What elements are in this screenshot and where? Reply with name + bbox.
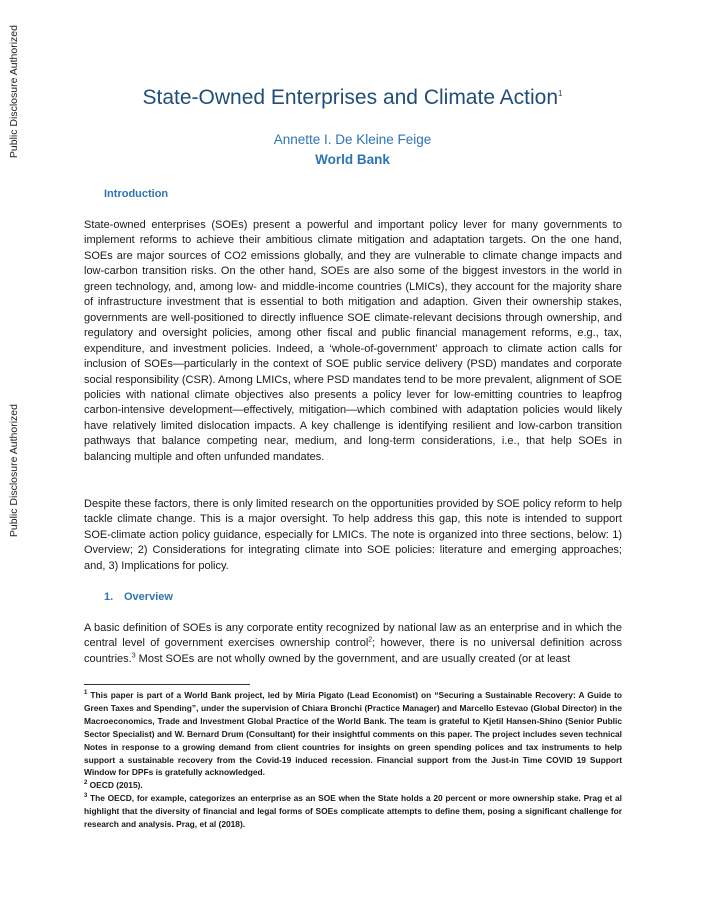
document-title: [0, 86, 705, 110]
disclosure-label-middle: Public Disclosure Authorized: [8, 404, 20, 538]
introduction-paragraph-2: Despite these factors, there is only limited research on the opportunities provided by SOE policy reform to help tackle climate change. This is a major oversight. To help address this gap, this note is intended to support SOE-climate action policy guidance, especially for LMICs. The note is organized into three sections, below: 1) Overview; 2) Considerations for integrating climate into SOE policies: literature and emerging approaches; and, 3) Implications for policy.: [84, 498, 622, 572]
title-text: State-Owned Enterprises and Climate Action: [142, 86, 559, 109]
footnote-marker: 2: [84, 780, 88, 787]
author-name: Annette I. De Kleine Feige: [273, 132, 432, 147]
footnote-3: [84, 792, 622, 831]
footnote-marker: 1: [84, 690, 88, 697]
overview-text-part-1: A basic definition of SOEs is any corporate entity recognized by national law as an enterprise and in which the central level of government exercises ownership control: [84, 622, 622, 650]
footnote-text: The OECD, for example, categorizes an enterprise as an SOE when the State holds a 20 percent or more ownership stake. Prag et al highlight that the diversity of financial and legal forms of SOEs complicate attempts to define them, posing a significant challenge for research and analysis. Prag, et al (2018).: [84, 793, 622, 830]
introduction-heading: Introduction: [104, 188, 169, 200]
overview-paragraph: [84, 621, 622, 667]
footnote-2: [84, 779, 622, 792]
overview-text-part-2: ; however, there is no universal definition across countries.: [84, 637, 622, 665]
disclosure-label-top: Public Disclosure Authorized: [8, 25, 20, 159]
footnotes: [84, 689, 622, 831]
overview-heading: [104, 591, 173, 603]
footnote-separator: [84, 684, 250, 685]
overview-text-part-3: Most SOEs are not wholly owned by the government, and are usually created (or at least: [135, 652, 571, 665]
footnote-text: OECD (2015).: [87, 780, 143, 791]
overview-section-number: 1.: [104, 591, 114, 603]
organization-name: World Bank: [315, 152, 390, 167]
overview-heading-text: Overview: [124, 591, 173, 603]
footnote-ref-3[interactable]: 3: [131, 652, 136, 660]
footnote-ref-2[interactable]: 2: [368, 636, 373, 644]
title-footnote-marker[interactable]: 1: [558, 89, 563, 98]
footnote-text: This paper is part of a World Bank project, led by Miria Pigato (Lead Economist) on “Securing a Sustainable Recovery: A Guide to Green Taxes and Spending”, under the supervision of Chiara Bronchi (Practice Manager) and Marcello Estevao (Global Director) in the Macroeconomics, Trade and Investment Global Practice of the World Bank. The team is grateful to Kjetil Hansen-Shino (Senior Public Sector Specialist) and W. Bernard Drum (Consultant) for their insightful comments on this paper. The project includes seven technical Notes in response to a growing demand from client countries for insights on green spending polices and tax instruments to help support a sustainable recovery from the Covid-19 induced recession. Financial support from the Just-in Time COVID 19 Support Window for DPFs is gratefully acknowledged.: [84, 690, 622, 778]
footnote-1: [84, 689, 622, 779]
footnote-marker: 3: [84, 793, 88, 800]
introduction-paragraph-1: State-owned enterprises (SOEs) present a powerful and important policy lever for many governments to implement reforms to achieve their ambitious climate mitigation and adaptation targets. On the one hand, SOEs are major sources of CO2 emissions globally, and they are vulnerable to climate change impacts and low-carbon transition risks. On the other hand, SOEs are also some of the biggest investors in the world in green technology, and, among low- and middle-income countries (LMICs), they account for the majority share of infrastructure investment that is essential to both mitigation and adaption. Given their ownership stakes, governments are well-positioned to directly influence SOE climate-relevant decisions through ownership, and regulatory and oversight policies, among other fiscal and public financial management reforms, e.g., tax, expenditure, and investment policies. Indeed, a ‘whole-of-government’ approach to climate action calls for inclusion of SOEs—particularly in the context of SOE public service delivery (PSD) mandates and corporate social responsibility (CSR). Among LMICs, where PSD mandates tend to be more prevalent, alignment of SOE policies with national climate objectives also presents a policy lever for low-emitting countries to leapfrog carbon-intensive development—effectively, mitigation—which combined with adaptation policies would likely have relatively limited dislocation impacts. A key challenge is identifying resilient and low-carbon transition pathways that balance competing near, medium, and long-term considerations, i.e., that help SOEs in balancing multiple and often unfunded mandates.: [84, 219, 622, 463]
